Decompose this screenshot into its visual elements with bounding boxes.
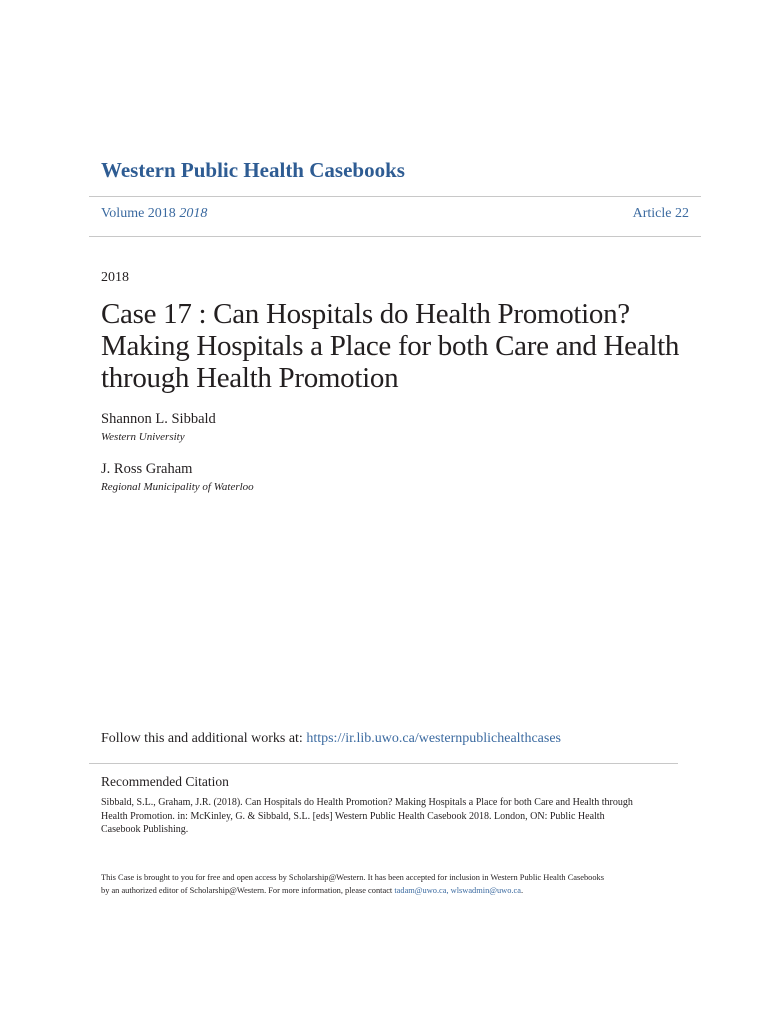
access-notice xyxy=(101,871,681,897)
notice-text: by an authorized editor of Scholarship@Western. For more information, please contact xyxy=(101,886,393,895)
citation-heading: Recommended Citation xyxy=(101,774,229,789)
citation-text xyxy=(101,796,671,837)
citation-divider xyxy=(89,763,678,764)
repository-link[interactable]: https://ir.lib.uwo.ca/westernpublichealthcases xyxy=(306,731,561,746)
header-bottom-divider xyxy=(89,236,701,237)
author-name[interactable]: Shannon L. Sibbald xyxy=(101,411,216,427)
journal-title[interactable]: Western Public Health Casebooks xyxy=(101,158,405,182)
notice-line: This Case is brought to you for free and open access by Scholarship@Western. It has been accepted for inclusion in Western Public Health Casebooks xyxy=(101,873,604,882)
notice-line xyxy=(101,884,681,897)
header-top-divider xyxy=(89,196,701,197)
volume-year: 2018 xyxy=(179,206,208,221)
volume-link[interactable]: Volume 2018 2018 xyxy=(101,206,208,221)
case-title xyxy=(101,298,701,394)
article-link[interactable]: Article 22 xyxy=(632,206,689,221)
notice-end: . xyxy=(520,886,524,895)
follow-label: Follow this and additional works at: xyxy=(101,731,303,746)
contact-email-link[interactable]: tadam@uwo.ca, wlswadmin@uwo.ca xyxy=(394,886,521,895)
author-affiliation: Regional Municipality of Waterloo xyxy=(101,481,254,493)
case-title-line: Case 17 : Can Hospitals do Health Promotion? xyxy=(101,298,630,330)
citation-line: Sibbald, S.L., Graham, J.R. (2018). Can Hospitals do Health Promotion? Making Hospitals a Place for both Care and Health through xyxy=(101,797,633,808)
volume-row xyxy=(101,206,689,222)
case-title-line: through Health Promotion xyxy=(101,362,399,394)
author-affiliation: Western University xyxy=(101,431,185,443)
citation-line: Casebook Publishing. xyxy=(101,824,189,836)
follow-line xyxy=(101,731,561,747)
publication-year: 2018 xyxy=(101,270,129,285)
citation-line: Health Promotion. in: McKinley, G. & Sibbald, S.L. [eds] Western Public Health Casebook 2018. London, ON: Public Health xyxy=(101,810,605,822)
case-title-line: Making Hospitals a Place for both Care and Health xyxy=(101,330,680,362)
author-name[interactable]: J. Ross Graham xyxy=(101,461,193,477)
